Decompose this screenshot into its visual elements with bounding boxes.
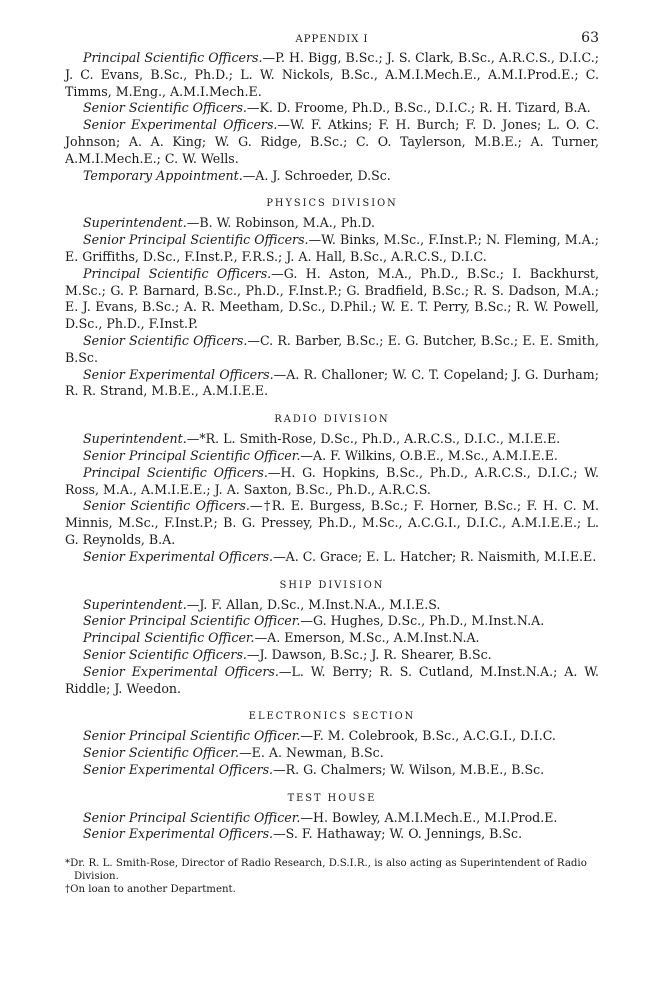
entry-title: Senior Experimental Officers. (83, 117, 278, 133)
staff-entry (65, 431, 599, 448)
document-page (65, 28, 599, 896)
entry-text: —H. Bowley, A.M.I.Mech.E., M.I.Prod.E. (300, 809, 558, 825)
intro-block (65, 50, 599, 184)
section-ship-division (65, 580, 599, 698)
staff-entry (65, 100, 599, 117)
entry-text: —B. W. Robinson, M.A., Ph.D. (186, 215, 376, 231)
entry-title: Senior Scientific Officers. (83, 498, 250, 514)
staff-entry (65, 745, 599, 762)
staff-entry (65, 826, 599, 843)
entry-title: Superintendent. (83, 596, 187, 612)
section-heading: ELECTRONICS SECTION (248, 711, 416, 723)
entry-text: —*R. L. Smith-Rose, D.Sc., Ph.D., A.R.C.S., D.I.C., M.I.E.E. (186, 431, 561, 447)
entry-title: Senior Experimental Officers. (83, 548, 274, 564)
entry-text: —A. R. Challoner; W. C. T. Copeland; J. G. Durham; R. R. Strand, M.B.E., A.M.I.E.E. (65, 366, 599, 399)
entry-text: —H. G. Hopkins, B.Sc., Ph.D., A.R.C.S., D.I.C.; W. Ross, M.A., A.M.I.E.E.; J. A. Saxton, B.Sc., Ph.D., A.R.C.S. (65, 464, 599, 497)
entry-title: Senior Scientific Officers. (83, 332, 248, 348)
entry-text: —G. Hughes, D.Sc., Ph.D., M.Inst.N.A. (300, 613, 545, 629)
entry-text: —W. F. Atkins; F. H. Burch; F. D. Jones; L. O. C. Johnson; A. A. King; W. G. Ridge, B.Sc.; C. O. Taylerson, M.B.E.; A. Turner, A.M.I.Mech.E.; C. W. Wells. (65, 117, 599, 166)
staff-entry (65, 215, 599, 232)
entry-title: Principal Scientific Officers. (83, 464, 268, 480)
entry-text: —†R. E. Burgess, B.Sc.; F. Horner, B.Sc.; F. H. C. M. Minnis, M.Sc., F.Inst.P.; B. G. Pressey, Ph.D., M.Sc., A.C.G.I., D.I.C., A.M.I.E.E.; L. G. Reynolds, B.A. (65, 498, 599, 547)
section-test-house (65, 793, 599, 844)
entry-text: —A. J. Schroeder, D.Sc. (242, 167, 391, 183)
footnotes (65, 857, 599, 896)
entry-title: Temporary Appointment. (83, 167, 243, 183)
staff-entry (65, 448, 599, 465)
entry-title: Senior Principal Scientific Officer. (83, 613, 301, 629)
entry-text: —A. C. Grace; E. L. Hatcher; R. Naismith, M.I.E.E. (273, 548, 597, 564)
staff-entry (65, 613, 599, 630)
entry-text: —F. M. Colebrook, B.Sc., A.C.G.I., D.I.C. (300, 728, 556, 744)
entry-title: Senior Experimental Officers. (83, 761, 274, 777)
staff-entry (65, 728, 599, 745)
staff-entry (65, 630, 599, 647)
page-header (65, 28, 599, 50)
entry-title: Senior Experimental Officers. (83, 366, 274, 382)
entry-text: —J. F. Allan, D.Sc., M.Inst.N.A., M.I.E.S. (186, 596, 441, 612)
footnote-on-loan: †On loan to another Department. (65, 884, 236, 896)
section-radio-division (65, 414, 599, 565)
entry-title: Principal Scientific Officers. (83, 50, 263, 65)
entry-title: Senior Scientific Officers. (83, 100, 247, 116)
staff-entry (65, 549, 599, 566)
staff-entry (65, 117, 599, 167)
section-heading: RADIO DIVISION (274, 414, 390, 426)
entry-text: —E. A. Newman, B.Sc. (239, 745, 384, 761)
entry-title: Senior Experimental Officers. (83, 663, 279, 679)
entry-title: Senior Principal Scientific Officer. (83, 447, 301, 463)
entry-text: —C. R. Barber, B.Sc.; E. G. Butcher, B.Sc.; E. E. Smith, B.Sc. (65, 332, 599, 365)
entry-title: Senior Scientific Officer. (83, 745, 240, 761)
page-number: 63 (581, 30, 599, 46)
entry-text: —G. H. Aston, M.A., Ph.D., B.Sc.; I. Backhurst, M.Sc.; G. P. Barnard, B.Sc., Ph.D., F.Inst.P.; G. Bradfield, B.Sc.; R. S. Dadson, M.A.; E. J. Evans, B.Sc.; A. R. Meetham, D.Sc., D.Phil.; W. E. T. Perry, B.Sc.; R. W. Powell, D.Sc., Ph.D., F.Inst.P. (65, 265, 599, 332)
staff-entry (65, 762, 599, 779)
entry-text: —L. W. Berry; R. S. Cutland, M.Inst.N.A.; A. W. Riddle; J. Weedon. (65, 663, 599, 696)
staff-entry (65, 498, 599, 548)
entry-text: —W. Binks, M.Sc., F.Inst.P.; N. Fleming, M.A.; E. Griffiths, D.Sc., F.Inst.P., F.R.S.; J. A. Hall, B.Sc., A.R.C.S., D.I.C. (65, 232, 599, 264)
staff-entry (65, 664, 599, 698)
entry-title: Senior Scientific Officers. (83, 646, 247, 662)
entry-title: Senior Experimental Officers. (83, 826, 274, 842)
entry-title: Senior Principal Scientific Officer. (83, 809, 301, 825)
staff-entry (65, 232, 599, 266)
section-heading: TEST HOUSE (287, 792, 377, 804)
running-title: APPENDIX I (295, 34, 369, 45)
entry-title: Senior Principal Scientific Officer. (83, 728, 301, 744)
staff-entry (65, 810, 599, 827)
entry-text: —R. G. Chalmers; W. Wilson, M.B.E., B.Sc. (273, 761, 545, 777)
staff-entry (65, 465, 599, 499)
staff-entry (65, 647, 599, 664)
staff-entry (65, 333, 599, 367)
entry-title: Principal Scientific Officers. (83, 265, 272, 281)
footnote-director: *Dr. R. L. Smith-Rose, Director of Radio Research, D.S.I.R., is also acting as Superintendent of Radio Division. (65, 858, 587, 883)
section-electronics-section (65, 711, 599, 778)
entry-title: Senior Principal Scientific Officers. (83, 232, 309, 248)
entry-text: —P. H. Bigg, B.Sc.; J. S. Clark, B.Sc., A.R.C.S., D.I.C.; J. C. Evans, B.Sc., Ph.D.; L. W. Nickols, B.Sc., A.M.I.Mech.E., A.M.I.Prod.E.; C. Timms, M.Eng., A.M.I.Mech.E. (65, 50, 599, 99)
entry-title: Superintendent. (83, 431, 187, 447)
section-heading: PHYSICS DIVISION (266, 198, 398, 210)
staff-entry (65, 266, 599, 333)
section-physics-division (65, 198, 599, 400)
entry-text: —J. Dawson, B.Sc.; J. R. Shearer, B.Sc. (246, 646, 492, 662)
entry-title: Superintendent. (83, 215, 187, 231)
staff-entry (65, 168, 599, 185)
section-heading: SHIP DIVISION (279, 579, 385, 591)
entry-text: —A. F. Wilkins, O.B.E., M.Sc., A.M.I.E.E. (300, 447, 558, 463)
entry-title: Principal Scientific Officer. (83, 630, 255, 646)
staff-entry (65, 50, 599, 100)
entry-text: —A. Emerson, M.Sc., A.M.Inst.N.A. (254, 630, 480, 646)
entry-text: —S. F. Hathaway; W. O. Jennings, B.Sc. (273, 826, 523, 842)
staff-entry (65, 597, 599, 614)
staff-entry (65, 367, 599, 401)
entry-text: —K. D. Froome, Ph.D., B.Sc., D.I.C.; R. H. Tizard, B.A. (246, 100, 591, 116)
